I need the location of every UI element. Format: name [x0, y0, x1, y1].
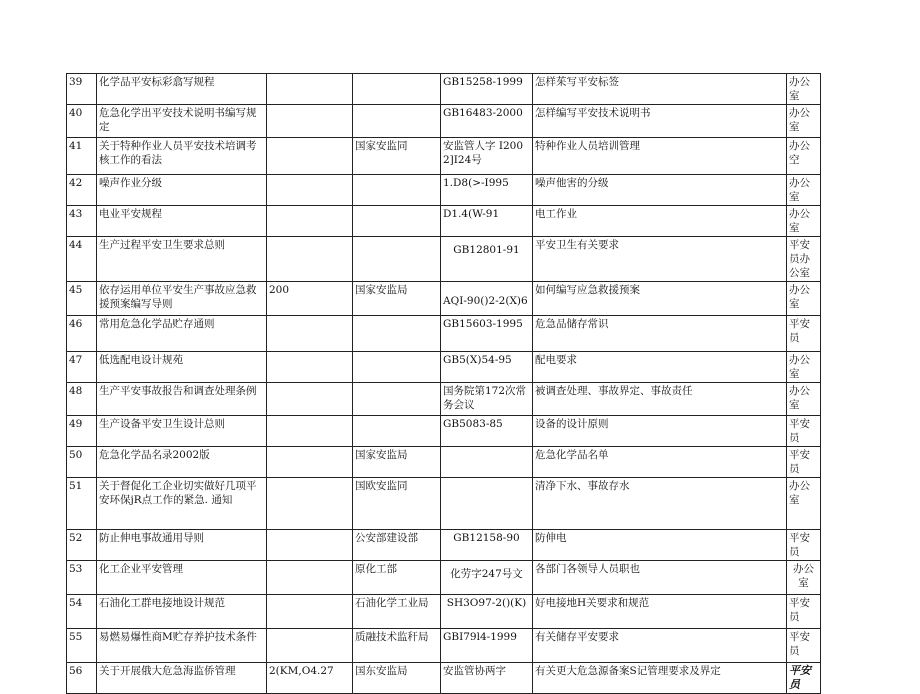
table-row: [67, 530, 821, 561]
table-row: [67, 237, 821, 282]
regulation-name: 化学品平安标彩翕写规程: [97, 74, 267, 105]
responsible-dept: 办公室: [787, 352, 821, 383]
issuing-authority: [353, 105, 441, 138]
key-content: 被调查处理、事故界定、事故责任: [533, 383, 787, 416]
row-number: 53: [67, 561, 97, 595]
regulation-name: 易燃易爆性商M贮存养护技术条件: [97, 629, 267, 663]
standard-code: GB5(X)54-95: [441, 352, 533, 383]
row-number: 45: [67, 282, 97, 316]
issue-date: [267, 316, 353, 352]
issuing-authority: 国家安监局: [353, 447, 441, 478]
issuing-authority: 国欧安监同: [353, 478, 441, 530]
key-content: 配电要求: [533, 352, 787, 383]
table-row: [67, 629, 821, 663]
standard-code: SH3O97-2()(K): [441, 595, 533, 629]
issue-date: [267, 530, 353, 561]
table-row: [67, 383, 821, 416]
issuing-authority: 原化工部: [353, 561, 441, 595]
responsible-dept: 平安员: [787, 316, 821, 352]
responsible-dept: 办公室: [787, 74, 821, 105]
standard-code: [441, 447, 533, 478]
standard-code: GB15603-1995: [441, 316, 533, 352]
row-number: 39: [67, 74, 97, 105]
row-number: 42: [67, 175, 97, 206]
regulation-name: 生产设备平安卫生设计总则: [97, 416, 267, 447]
key-content: 怎样编写平安技术说明书: [533, 105, 787, 138]
row-number: 54: [67, 595, 97, 629]
regulation-name: 生产平安事故报告和调查处理条例: [97, 383, 267, 416]
table-row: [67, 206, 821, 237]
table-row: [67, 416, 821, 447]
issuing-authority: 石油化学工业局: [353, 595, 441, 629]
row-number: 41: [67, 138, 97, 175]
responsible-dept: 办公室: [787, 383, 821, 416]
regulation-name: 关于开展俄大危急海监侨管理: [97, 663, 267, 694]
issue-date: [267, 138, 353, 175]
key-content: 有关储存平安要求: [533, 629, 787, 663]
row-number: 55: [67, 629, 97, 663]
table-row: [67, 561, 821, 595]
issue-date: [267, 447, 353, 478]
standard-code: 化劳字247号文: [441, 561, 533, 595]
row-number: 56: [67, 663, 97, 694]
responsible-dept: 平安员: [787, 416, 821, 447]
row-number: 44: [67, 237, 97, 282]
issue-date: 2(KM,O4.27: [267, 663, 353, 694]
table-row: [67, 74, 821, 105]
row-number: 49: [67, 416, 97, 447]
table-row: [67, 478, 821, 530]
regulation-name: 防止伸电事故通用导则: [97, 530, 267, 561]
issue-date: [267, 74, 353, 105]
key-content: 好电接地H关要求和规范: [533, 595, 787, 629]
responsible-dept: 平安员: [787, 530, 821, 561]
regulation-name: 噪声作业分级: [97, 175, 267, 206]
table-row: [67, 105, 821, 138]
responsible-dept: 平安员: [787, 629, 821, 663]
issuing-authority: 质融技术监秆局: [353, 629, 441, 663]
table-row: [67, 595, 821, 629]
row-number: 46: [67, 316, 97, 352]
issuing-authority: 公安部建设部: [353, 530, 441, 561]
issue-date: [267, 352, 353, 383]
issuing-authority: [353, 383, 441, 416]
standard-code: GB12158-90: [441, 530, 533, 561]
issuing-authority: [353, 175, 441, 206]
issue-date: [267, 561, 353, 595]
responsible-dept: 平安员: [787, 595, 821, 629]
issuing-authority: 国家安监局: [353, 282, 441, 316]
standard-code: D1.4(W-91: [441, 206, 533, 237]
standard-code: GB16483-2000: [441, 105, 533, 138]
issue-date: [267, 105, 353, 138]
issue-date: [267, 595, 353, 629]
row-number: 48: [67, 383, 97, 416]
issuing-authority: 国东安监局: [353, 663, 441, 694]
regulation-name: 危急化学出平安技术说明书编写规定: [97, 105, 267, 138]
responsible-dept: 平安员: [787, 447, 821, 478]
key-content: 平安卫生有关要求: [533, 237, 787, 282]
table-row: [67, 282, 821, 316]
table-row: [67, 663, 821, 694]
issue-date: [267, 416, 353, 447]
standard-code: 国务院第172次常务会议: [441, 383, 533, 416]
row-number: 40: [67, 105, 97, 138]
row-number: 51: [67, 478, 97, 530]
key-content: 各部门各领导人员职也: [533, 561, 787, 595]
row-number: 52: [67, 530, 97, 561]
standard-code: GB5083-85: [441, 416, 533, 447]
table-row: [67, 138, 821, 175]
issuing-authority: [353, 237, 441, 282]
standard-code: 1.D8(>-I995: [441, 175, 533, 206]
key-content: 电工作业: [533, 206, 787, 237]
key-content: 防伸电: [533, 530, 787, 561]
responsible-dept: 办公空: [787, 138, 821, 175]
standard-code: GBI79l4-1999: [441, 629, 533, 663]
responsible-dept: 办公室: [787, 282, 821, 316]
key-content: 清净下水、事故存水: [533, 478, 787, 530]
responsible-dept: 平安员: [787, 663, 821, 694]
issue-date: [267, 206, 353, 237]
issue-date: [267, 383, 353, 416]
key-content: 设备的设计原则: [533, 416, 787, 447]
issue-date: [267, 237, 353, 282]
standard-code: [441, 478, 533, 530]
issue-date: 200: [267, 282, 353, 316]
key-content: 有关更大危急源备案S记管理要求及界定: [533, 663, 787, 694]
standard-code: 安监管人字 I2002]I24号: [441, 138, 533, 175]
regulation-name: 常用危急化学品贮存通则: [97, 316, 267, 352]
table-row: [67, 175, 821, 206]
key-content: 特种作业人员培训管理: [533, 138, 787, 175]
regulation-name: 关于督促化工企业切实做好几项平安环保jR点工作的紧急. 通知: [97, 478, 267, 530]
key-content: 噪声他害的分级: [533, 175, 787, 206]
standard-code: AQI-90()2-2(X)6: [441, 282, 533, 316]
key-content: 危急品储存常识: [533, 316, 787, 352]
regulation-table: [66, 73, 821, 694]
regulation-name: 电业平安规程: [97, 206, 267, 237]
issuing-authority: [353, 416, 441, 447]
regulation-name: 化工企业平安管理: [97, 561, 267, 595]
standard-code: GB15258-1999: [441, 74, 533, 105]
issuing-authority: [353, 206, 441, 237]
key-content: 危急化学品名单: [533, 447, 787, 478]
issuing-authority: [353, 74, 441, 105]
regulation-name: 生产过程平安卫生要求总则: [97, 237, 267, 282]
regulation-name: 依存运用单位平安生产事故应急救援预案编写导则: [97, 282, 267, 316]
issue-date: [267, 478, 353, 530]
row-number: 43: [67, 206, 97, 237]
standard-code: GB12801-91: [441, 237, 533, 282]
table-row: [67, 316, 821, 352]
responsible-dept: 办公室: [787, 561, 821, 595]
regulation-name: 石油化工群电接地设计规范: [97, 595, 267, 629]
responsible-dept: 办公室: [787, 175, 821, 206]
regulation-name: 危急化学品名录2002版: [97, 447, 267, 478]
key-content: 怎样茱写平安标签: [533, 74, 787, 105]
issuing-authority: 国家安监同: [353, 138, 441, 175]
issuing-authority: [353, 352, 441, 383]
responsible-dept: 平安员办公室: [787, 237, 821, 282]
issue-date: [267, 175, 353, 206]
responsible-dept: 办公室: [787, 105, 821, 138]
regulation-name: 关于特种作业人员平安技术培调考核工作的看法: [97, 138, 267, 175]
key-content: 如何编写应急救援预案: [533, 282, 787, 316]
row-number: 50: [67, 447, 97, 478]
row-number: 47: [67, 352, 97, 383]
responsible-dept: 办公室: [787, 478, 821, 530]
table-row: [67, 352, 821, 383]
responsible-dept: 办公室: [787, 206, 821, 237]
table-row: [67, 447, 821, 478]
standard-code: 安监管协两字: [441, 663, 533, 694]
issuing-authority: [353, 316, 441, 352]
regulation-name: 低选配电设计规苑: [97, 352, 267, 383]
issue-date: [267, 629, 353, 663]
